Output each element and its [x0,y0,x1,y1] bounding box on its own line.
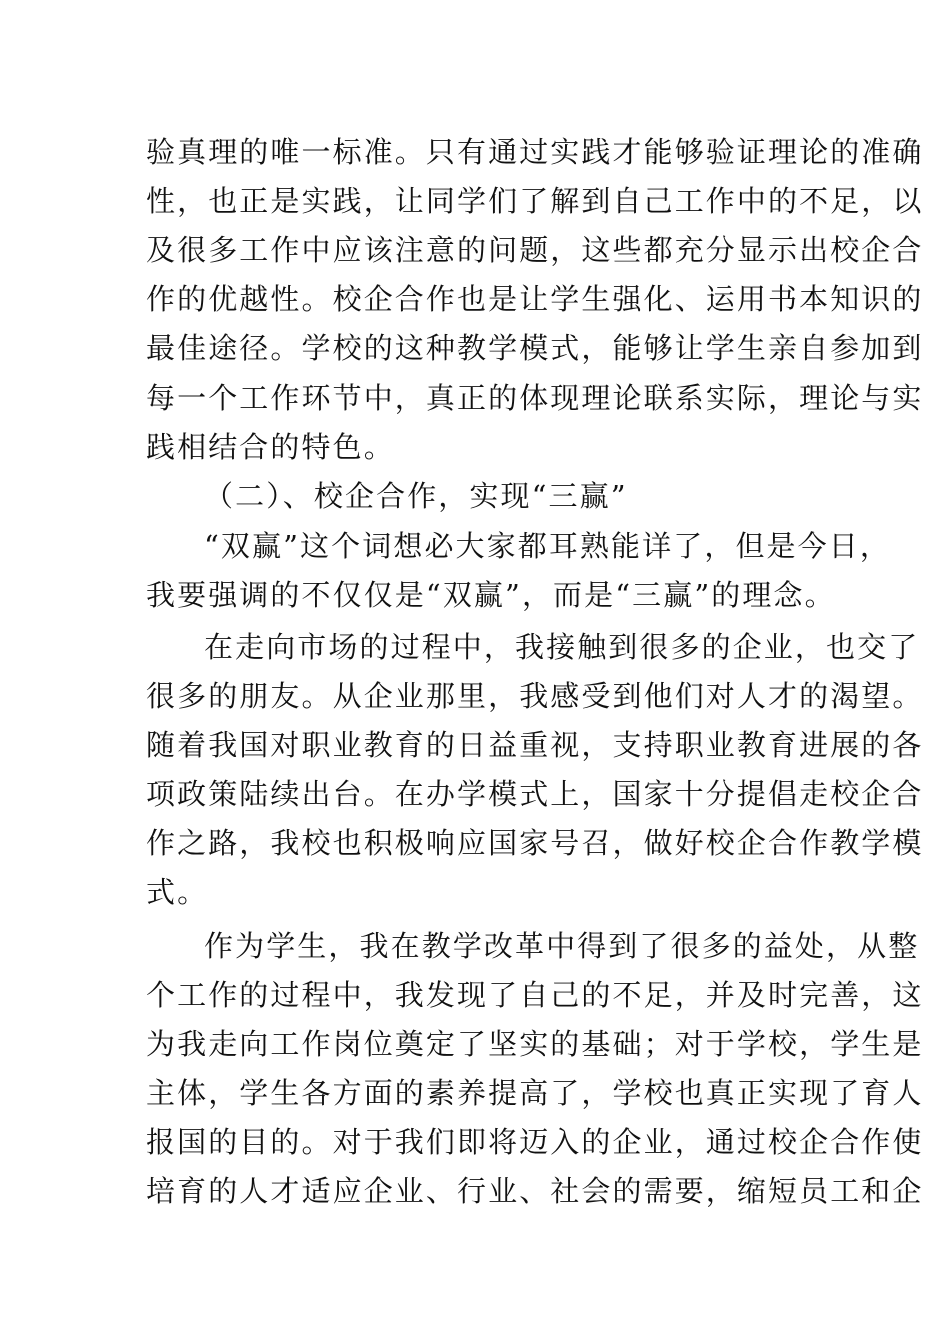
text-line: 主体，学生各方面的素养提高了，学校也真正实现了育人 [146,1076,924,1110]
text-line: 报国的目的。对于我们即将迈入的企业，通过校企合作使 [146,1125,924,1159]
text-line: 性，也正是实践，让同学们了解到自己工作中的不足，以 [146,184,924,218]
text-line: 作之路，我校也积极响应国家号召，做好校企合作教学模 [146,826,924,860]
text-line: 式。 [146,875,209,909]
section-heading: （二）、校企合作，实现“三赢” [204,479,628,513]
text-line: 很多的朋友。从企业那里，我感受到他们对人才的渴望。 [146,679,924,713]
text-line: 作为学生，我在教学改革中得到了很多的益处，从整 [204,929,920,963]
text-line: 随着我国对职业教育的日益重视，支持职业教育进展的各 [146,728,924,762]
text-line: 及很多工作中应该注意的问题，这些都充分显示出校企合 [146,233,924,267]
text-line: 作的优越性。校企合作也是让学生强化、运用书本知识的 [146,282,924,316]
text-line: 在走向市场的过程中，我接触到很多的企业，也交了 [204,630,920,664]
text-line: 培育的人才适应企业、行业、社会的需要，缩短员工和企 [146,1174,924,1208]
text-line: 最佳途径。学校的这种教学模式，能够让学生亲自参加到 [146,331,924,365]
text-line: 为我走向工作岗位奠定了坚实的基础；对于学校，学生是 [146,1027,924,1061]
text-line: 验真理的唯一标准。只有通过实践才能够验证理论的准确 [146,135,924,169]
text-line: 践相结合的特色。 [146,430,395,464]
text-line: “双赢”这个词想必大家都耳熟能详了，但是今日， [204,529,891,563]
text-line: 个工作的过程中，我发现了自己的不足，并及时完善，这 [146,978,924,1012]
text-line: 我要强调的不仅仅是“双赢”，而是“三赢”的理念。 [146,578,836,612]
text-line: 项政策陆续出台。在办学模式上，国家十分提倡走校企合 [146,777,924,811]
text-line: 每一个工作环节中，真正的体现理论联系实际，理论与实 [146,381,924,415]
